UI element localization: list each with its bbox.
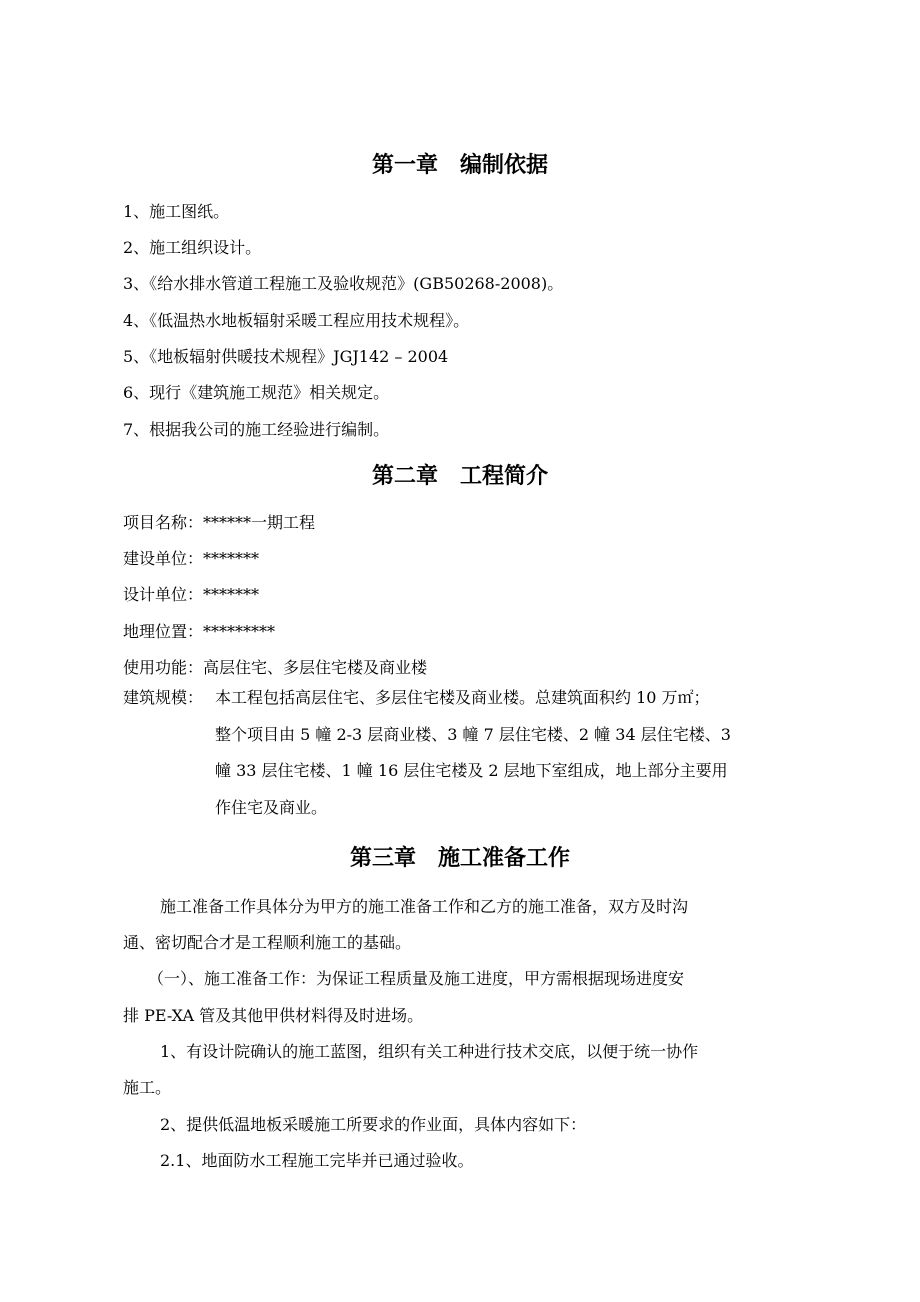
chapter2-field: 地理位置：********* [123, 622, 276, 641]
chapter3-paragraph: （一）、施工准备工作：为保证工程质量及施工进度，甲方需根据现场进度安 [148, 969, 685, 988]
chapter3-paragraph: 1、有设计院确认的施工蓝图，组织有关工种进行技术交底，以便于统一协作 [160, 1042, 699, 1061]
chapter1-title: 第一章 编制依据 [371, 152, 548, 178]
chapter2-field: 建设单位：******* [123, 549, 260, 568]
chapter2-field: 使用功能：高层住宅、多层住宅楼及商业楼 [123, 658, 428, 677]
chapter3-paragraph: 施工准备工作具体分为甲方的施工准备工作和乙方的施工准备，双方及时沟 [160, 897, 689, 916]
chapter1-item: 2、施工组织设计。 [123, 238, 262, 257]
scale-line: 作住宅及商业。 [215, 798, 328, 817]
chapter3-title: 第三章 施工准备工作 [349, 845, 570, 871]
chapter3-paragraph: 2、提供低温地板采暖施工所要求的作业面，具体内容如下： [160, 1115, 587, 1134]
chapter3-paragraph: 施工。 [123, 1078, 172, 1097]
scale-line: 本工程包括高层住宅、多层住宅楼及商业楼。总建筑面积约 10 万㎡； [215, 688, 710, 707]
chapter1-item: 6、现行《建筑施工规范》相关规定。 [123, 383, 390, 402]
chapter1-item: 7、根据我公司的施工经验进行编制。 [123, 420, 390, 439]
chapter1-item: 3、《给水排水管道工程施工及验收规范》(GB50268-2008)。 [123, 274, 564, 293]
chapter1-item: 4、《低温热水地板辐射采暖工程应用技术规程》。 [123, 311, 470, 330]
chapter3-paragraph: 排 PE-XA 管及其他甲供材料得及时进场。 [123, 1006, 424, 1025]
chapter2-field: 项目名称：******一期工程 [123, 513, 316, 532]
chapter1-item: 5、《地板辐射供暖技术规程》JGJ142 – 2004 [123, 347, 449, 366]
scale-line: 幢 33 层住宅楼、1 幢 16 层住宅楼及 2 层地下室组成，地上部分主要用 [215, 761, 728, 780]
scale-label: 建筑规模： [123, 688, 204, 707]
chapter2-title: 第二章 工程简介 [371, 463, 548, 489]
chapter2-field: 设计单位：******* [123, 585, 260, 604]
chapter1-item: 1、施工图纸。 [123, 202, 230, 221]
chapter3-paragraph: 通、密切配合才是工程顺利施工的基础。 [123, 933, 412, 952]
chapter3-paragraph: 2.1、地面防水工程施工完毕并已通过验收。 [160, 1151, 474, 1170]
scale-line: 整个项目由 5 幢 2-3 层商业楼、3 幢 7 层住宅楼、2 幢 34 层住宅楼、3 [215, 725, 731, 744]
